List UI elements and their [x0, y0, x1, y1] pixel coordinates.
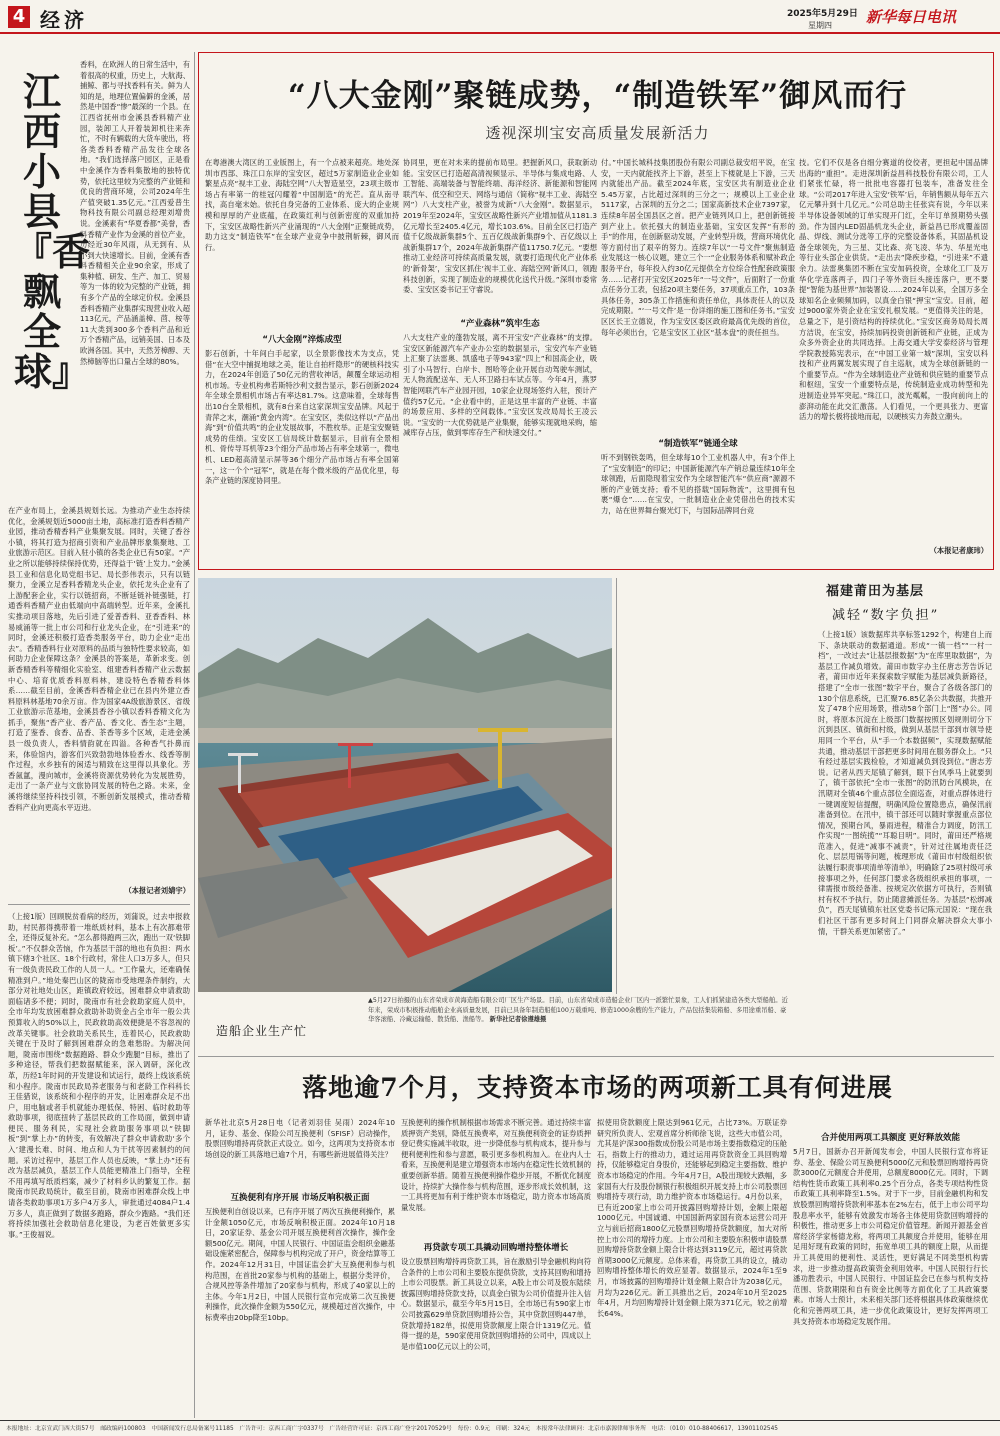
photo-caption — [368, 996, 792, 1025]
bottom-headline: 落地逾7个月，支持资本市场的两项新工具有何进展 — [302, 1073, 893, 1102]
shipyard-photo — [198, 578, 612, 992]
left-column-rule — [194, 52, 195, 1418]
bottom-col2-text: 互换便利的操作机制根据市场需求不断完善。通过持续丰富质押资产类别，降低互换费率，对互换便利资金的证券质押登记费实施减半收取，进一步降低参与机构成本，提升参与便利便利性和参与意愿，吸引更多参机构加入。在业内人士看来，互换便利是建立增强资本市场内在稳定性长效机制的重要创新举措。随着互换便利操作稳步开展，不断优化制度设计，持续扩大操作参与机构范围，逐步形成长效机制，这一工具将更加有利于维护资本市场稳定，助力资本市场高质量发展。 — [401, 1118, 591, 1212]
lead-column-1 — [205, 158, 399, 562]
bottom-col1-subhead: 互换便利有序开展 市场反响积极正面 — [230, 1193, 370, 1203]
bottom-column-1 — [205, 1118, 395, 1418]
left-article-body: 在产业布局上，金溪县规划长远。为推动产业生态持续优化，金溪规划近5000亩土地，高标准打造香料香精产业园，推动香精香料产业集聚发展。同时，关键了香谷小镇，将其打造为招商引资和产业品牌形象集聚地、工业旅游示范区。目前入驻小镇的各类企业已有50家。“产业之所以能够持续保持优势，还得益于‘链’上发力。”金溪县工业和信息化局党组书记、局长彭伟表示，只有以链聚力，金溪立足香料香精龙头企业，依托龙头企业有了上游配套企业，实行以链招商，不断延链补链强链，打通香料香精产业由低端向中高端转型。近年来，金溪扎实推动项目落地，先后引进了爱普香料、亚香香料、林易威涌等一批上市公司和行业龙头企业，在“引进来”的同时，金溪还积极打造香类服务平台，助力企业“走出去”。香精香料行业对原料的品质与独特性要求较高，如何助力企业保障这条？金溪县的答案是，革新求变。创新香精香料等精细化实验室、组建香料香精产业云数据中心、培育优质香料原料林，建设特色香精香料体系……截至目前，金溪香料香精企业已在县内外建立香料原料林基地70余万亩。作为国家4A级旅游景区、省级工业旅游示范基地，金溪县香谷小镇以香料香精文化为抓手，聚焦“香产业、香产品、香文化、香生态”主题，打造了鉴香、食香、品香、茶香等多个区域，走进金溪县一级负责人，香料情韵就在四溢。各种香气扑鼻而来，体验馆内，游客们兴致勃勃地体验香水、线香等制作过程，水乡独有的闲适与精致在这里得以具象化。芳香氤氲，漫向城市，金溪将资源优势转化为发展胜势，走出了一条产业与文旅协同发展的特色之路。未来，金溪将继续坚持科技引领，不断创新发展模式，推动香精香料产业向更高水平迈进。 — [8, 506, 190, 812]
left-divider — [8, 904, 190, 905]
footer-rule — [0, 1420, 1000, 1421]
photo-label: 造船企业生产忙 — [216, 1024, 308, 1038]
footer-imprint: 本报地址：北京宣武门西大街57号 邮政编码100803 中国新闻发行总局备案号11185 广告许可：京西工商广字0337号 广告经营许可证：京西工商广登字20170529号 每份：0.9元 印刷：324元 本报常年法律顾问：北京市嘉源律师事务所 电话：（010）010-88406617，13901102545 — [6, 1426, 778, 1432]
left-article-intro: 香料，在欧洲人的日常生活中，有着很高的权重，历史上，大航海、捕鲸、都与寻找香料有关。鲜为人知的是，地理位置偏僻的金溪，居然是中国香“惨”最深的一个县。在江西省抚州市金溪县香料精产业园，装卸工人开着装卸机往来奔忙，不时有辆载的大货车驶出，将各类香料香精产品发往全球各地。“我们选择落户园区，正是看中金溪作为香料集散地的独特优势，依托这里较为完整的产业链和优良的营商环境，公司2024年生产值突破1.35亿元。”江西爱普生物科技有限公司副总经理刘增贵说。金溪素有“华夏香都”美誉，香料香精产业作为金溪的首位产业，历经近30年风雨，从无到有、从小到大快速增长。目前，金溪有香料香精相关企业90余家，形成了集种植、研发、生产、加工、贸易等为一体的较为完整的产业链，拥有多个产品的全球定价权。金溪县香料香精产业集群实现营业收入超113亿元，产品涵盖樟、茴、桉等11大类到300多个香料产品和近万个香精产品，远销美国、日本及欧洲各国。其中，天然芳樟醇、天然樟脑等出口量占全球的80%。 — [80, 60, 190, 366]
lead-col2b-text: 八大支柱产业的蓬勃发展，离不开宝安“产业森林”的支撑。宝安区新能源汽车产业办公室的数据显示，宝安汽车产业链上汇聚了法雷奥、凯盛电子等943家“四上”和国高企业，吸引了小马智行、白岸卡、图哈等企业开展自动驾驶车测试，无人物流配送车、无人环卫路扫车试点等。今年4月，燕罗智能网联汽车产业园开园，10家企业现场签约入驻，预计产值约57亿元。“企业看中的，正是这里丰富的产业链、丰富的场景应用、多样的空间载体。”宝安区发改局局长王凌云说。“宝安的一大优势就是产业集聚，能够实现就地采购，缩减库存占压，做到零库存生产和快速交付。” — [403, 333, 597, 438]
lead-col2-subhead: “产业森林”筑牢生态 — [460, 319, 540, 329]
bottom-column-3: 拟使用贷款额度上限达到961亿元，占比73%。万联证券研究所负责人、宏观首席分析师徐飞说，这些大市值公司，尤其是沪深300指数成份股公司是市场主要指数稳定的压舱石，指数上行的推动力，通过运用再贷款资金工具回购增持，仅能够稳定自身股价，还能够起到稳定主要指数、维护资本市场稳定的作用。今年4月7日，A股出现较大跌幅，多家国有大行及股份制银行积极组织开展支持上市公司股票回购增持专项行动，助力维护资本市场稳运行。4月份以来，已有近200家上市公司开披露回购增持计划，金额上限超1000亿元。中国诚通、中国国新两家国有资本运营公司开立与前后招商1800亿元股票回购增持贷款额度，加大对所控上市公司的增持力度。上市公司和主要股东积极申请股票回购增持贷款金额上限合计将达到3119亿元，超过再贷款首期3000亿元额度。总体来看，再贷款工具的设立，撬动回购增持整体增长的效应显著。数据显示，2024年1至9月，市场披露的回购增持计划金额上限合计为2038亿元，月均为226亿元。新工具推出之后，2024年10月至2025年4月，月均回购增持计划金额上限为371亿元，较之前增长64%。 — [597, 1118, 787, 1318]
paper-logo: 新华每日电讯 — [866, 8, 957, 26]
photo-caption-credit: 新华社记者徐遵雄摄 — [489, 1016, 547, 1023]
bottom-top-rule — [198, 1056, 994, 1057]
lead-subheadline: 透视深圳宝安高质量发展新活力 — [485, 124, 710, 142]
bottom-col1b-text: 互换便利自创设以来，已有序开展了两次互换便利操作，累计金额1050亿元，市场反响积极正面。2024年10月18日，20家证券、基金公司开展互换便利首次操作，操作金额500亿元。期间，中国人民银行、中国证监会组织金融基础设施紧密配合，保障参与机构完成了开户，资金结算等工作。2024年12月31日，中国证监会扩大互换便利参与机构范围，在首批20家参与机构的基础上，根据分类评价，合规风控等条件增加了20家参与机构，形成了40家以上的主体。今年1月2日，中国人民银行宣布完成第二次互换便利操作，此次操作金额为550亿元，规模超过首次操作，中标费率由20bp降至10bp。 — [205, 1207, 395, 1322]
lead-col1-subhead: “八大金刚”淬炼成型 — [262, 335, 342, 345]
lead-column-2 — [403, 158, 597, 562]
section-title: 经济 — [40, 8, 88, 32]
issue-weekday: 星期四 — [808, 21, 832, 30]
lead-col3-subhead: “制造铁军”链通全球 — [658, 439, 738, 449]
header-rule — [0, 32, 1000, 34]
left-bottom-article-body: （上接1版）回顾脱贫看病的经历，刘蒲说，过去申报救助，村民都得携带着一堆纸质材料，基本上有次都难带全，还得反复补充。“怎么都得跑两三次，跑出一双‘铁脚板’。”不仅群众苦恼，作为基层干部的地也有负担：两水镇下辖3个社区、18个行政村，常住人口3万多人，但只有一级负责民政工作的人员一人。“工作量大，还难确保精准到户。”地处秦巴山区的陇南市受地理条件制约，大部分对社地处山区，距镇政府较远，困难群众申请救助面临诸多不便；同时，陇南市有社会救助家庭人员中，全市年均发放困难群众救助补助资金占全市年一般公共预算收入的50%以上，民政救助高效便捷是不容忽视的改革关键事。社会救助关系民生，连着民心，民政救助关键在于及时了解到困难群众的急难愁盼。为解决问题，陇南市围绕“数据跑路、群众少跑腿”目标，推出了多种途径，帮我们把数据赋能来，深入调研，深化改革，历经1年时间的开发建设和试运行，最终上线该系统和小程序。陇南市民政局养老服务与和老龄工作科科长王佳猎说，该系统和小程序的开发，让困难群众足不出户，用电脑或者手机就能办理低保、特困、临时救助等救助事项，彻底扭转了基层民政的工作局面，做到申请便民、服务利民，实现社会救助服务事项以“铁脚板”到“掌上办”的转变，有效解决了群众申请救助‘多个入’建漫长难、时间、地点和人为干扰等因素制约的问题。采访过程中，基层工作人员也反映，“掌上办”还有改为基层减负，基层工作人员能更精准上门指导，全程不用再填写纸质档案，减少了材料乡认的繁复工作。据陇南市民政局统计，截至目前，陇南市困难群众线上申请各类救助事项1万多户4万多人，审批通过4084户1.4万多人，真正做到了数据多跑路，群众少跑路。“我们还将持续加强社会救助信息化建设，为老百姓做更多实事。”王俊福说。 — [8, 912, 190, 1239]
right-article-body: （上接1版）该数据库共享标签1292个，构建自上而下、条块联动的数据通道。形成“一镇一档”“一村一档”，一改过去“让基层报数据”为“在库里取数据”，为基层工作减负增效。莆田市数字办主任唐志芳告诉记者，莆田市近年来探索数字赋能为基层减负新路径，搭建了“全市一张图”数字平台，聚合了各级各部门的130个信息系统，已汇聚76.85亿条公共数据，共推开发了478个应用场景，推动58个部门上“图”办公。同时，将原本沉淀在上级部门数据按照区划规则切分下沉到县区、镇街和村级，做到从基层干部到市领导使用同一个平台，从“手一个本数据频”，实现数据赋能共通，推动基层干部把更多时间用在服务群众上。“只有经过基层实践检验，才知道减负到没到位。”唐志芳说。记者从西天尾镇了解到，眼下台风季马上就要到了，镇干部依托“全市一张图”的防汛防台风模块，在汛期对全镇46个重点部位全面巡查，对重点群体进行一键调度短信提醒，明确风险位置隐患点，确保汛前准备到位。在汛中，镇干部还可以随时掌握重点部位情况，预期台风，暴雨进程，精准合力调度，防汛工作实现“一图统揽”“耳聪目明”。同时，莆田还严格规范准入，促进“减事不减责”，针对过往属地责任泛化、层层甩锅等问题，梳理形成《莆田市村级组织依法履行职责事项清单等清单》，明确除了25项村级可承接事项之外，任何部门要求各级组织承担的事项，一律需报市级经备准、按规定次依据方可执行，否则镇村有权不予执行，防止随意摊派任务。为基层“松绑减负”，西天尾镇镇东社区党委书记陈元国说：“现在我们社区干部有更多时间上门同群众解决群众大事小情，干群关系更加紧密了。” — [818, 630, 992, 936]
lead-col4-text: 技。它们不仅是各自细分赛道的佼佼者，更担起中国品牌出海的“重担”。走进深圳新益昌科技股份有限公司，工人们紧张忙碌，将一批批电容器打包装车，准备发往全球。“公司2017年进入宝安‘铁军’后，年销售额从每年五六亿元攀升到十几亿元。”公司总助主任张宾有说，今年以来半导体设备领域的订单实现开门红，全年订单预期势头强劲。作为国内LED固晶机龙头企业，新益昌已形成覆盖固晶、焊线、测试分选等工序的完整设备体系，其固晶机设备全球领先，为三星、艾比森、亮飞凌、华为、华星光电等行业头部企业供货。“走出去”降疾步稳，“引进来”不遗余力。法雷奥集团不断在宝安加码投资，全球化工厂及万华化学连落两子，四门子等外资巨头接连落户，更不要提“智能为基世界”加装署设……2024年以来，全国万多全球知名企业频频加码，以真金白银“押宝”宝安。目前，超过9000家外资企业在宝安扎根发展。“更值得关注的是，总量之下，是引资结构的持续优化。”宝安区商务局局长周方洁说，在宝安，持续加码投资创新链和产业链，正成为众多外资企业的共同选择。上海交通大学安泰经济与管理学院教授陈宪表示，在“中国工业第一城”深圳，宝安以科技和产业两翼发展实现了自主巡航，成为全球创新链的一个重要节点。“作为全球制造业产业链和供应链的重要节点和枢纽，宝安一个重要特点是，传统制造业成功转型和先进制造业异军突起。”珠江口，波光粼粼，一股向前向上的澎湃动能在此交汇激荡。人们看见，一个更具张力、更富活力的增长极将拔地而起，以硬核实力奔鼓立潮头。 — [799, 158, 988, 422]
bottom-col2-subhead: 再贷款专项工具撬动回购增持整体增长 — [423, 1243, 569, 1253]
lead-column-3 — [601, 158, 795, 562]
page-number-badge: 4 — [8, 6, 30, 28]
left-article-headline: 江西小县『香飘全球』 — [14, 69, 91, 394]
lead-col2-text: 协同里，更在对未来的提前布局里。把握新风口，获取新动能。宝安区已打造超高清视频显示、半导体与集成电路、人工智能、高端装备与智能终端、海洋经济、新能源和智能网联汽车、低空和空天、网络与通信（简称“视丰工业、海陆空网”）八大支柱产业，被誉为成新“八大金刚”。数据显示，2019年至2024年，宝安区战略性新兴产业增加值从1181.3亿元增长至2405.4亿元，增长103.6%。目前全区已打造产值千亿级战新集群5个、五百亿级战新集群9个、百亿级以上战新集群17个，2024年战新集群产值11750.7亿元。“要想推动工业经济可持续高质量发展，就要打造现代化产业体系的‘新骨架’，宝安区抓住‘视丰工业、海陆空网’新风口，领跑科技创新，实现了制造业的规模优化送代升级。”深圳市委常委、宝安区委书记王守睿说。 — [403, 158, 597, 295]
left-article-credit: （本报记者刘婧宇） — [124, 886, 190, 895]
bottom-column-4 — [793, 1118, 988, 1418]
bottom-col4-text: 5月7日，国新办召开新闻发布会，中国人民银行宣布将证券、基金、保险公司互换便利5000亿元和股票回购增持再贷款3000亿元额度合并使用，总额度8000亿元。同时，下调结构性货币政策工具利率0.25个百分点，各类专项结构性货币政策工具利率降至1.5%。对于下一步，目前金融机构和发放股票回购增持贷款利率基本在2%左右，低于上市公司平均股息率水平，能够有效激发市场各主体使用贷款回购增持的积极性，推动更多上市公司稳定价值管理。新闻开源基金首席经济学家杨德龙称，将两项工具额度合并使用，能够在用足用好现有政策的同时，拓宽单项工具的额度上限，从而提升工具使用的便利性、灵活性，更好满足不同类型机构需求，进一步推动提高政策资金利用效率。中国人民银行行长潘功胜表示，中国人民银行、中国证监会已在参与机构支持范围、贷款期限和自有资金比例等方面优化了工具政策要素。市场人士预计，未来相关部门还将根据具体政策继续优化和完善两项工具，进一步优化政策设计，更好发挥两项工具支持资本市场稳定发展作用。 — [793, 1147, 988, 1326]
issue-date: 2025年5月29日 — [787, 9, 858, 19]
photo-column-rule — [616, 578, 617, 994]
lead-col4-credit: （本报记者康玮） — [929, 546, 988, 555]
right-article-headline-line1: 福建莆田为基层 — [826, 584, 925, 599]
photo-caption-text: ▲5月27日拍摄的山东省荣成市黄海造船有限公司厂区生产场景。目前，山东省荣成市造船企业厂区内一派繁忙景象，工人们抓紧建造各类大型船舶。近年来，荣成市积极推动船舶企业高质量发展，目前已具备年制造船舶100万载重吨、修造1000余艘的生产能力，产品包括集装箱船、多用途重吊船、豪华客滚船、冷藏运输船、散货船、渔船等。 — [368, 997, 788, 1023]
bottom-col2b-text: 设立股票回购增持再贷款工具，旨在激励引导金融机构向符合条件的上市公司和主要股东提供贷款，支持其回购和增持上市公司股票。新工具设立以来，A股上市公司及股东陆续披露回购增持贷款支持，以真金白银为公司价值提升注入信心。数据显示，截至今年5月15日，全市场已有590家上市公司披露629单贷款回购增持公告，其中贷款回购447单，贷款增持182单，拟使用贷款额度上限合计1319亿元。值得一提的是，590家使用贷款回购增持的公司中，四成以上是市值100亿元以上的公司， — [401, 1257, 591, 1351]
lead-column-4 — [799, 158, 988, 562]
lead-col3b-text: 听不到钢铁轰鸣，但全球每10个工业机器人中，有3个伴上了“宝安制造”的印记；中国新能源汽车产销总量连续10年全球领跑，后面隐现着宝安作为全球智能汽车“供应商”源源不断的产业链支持；看不见的搭载“国际物流”，这里拥有包裹“爆仓”……在宝安，一批制造业企业凭借出色的技术实力，站在世界舞台聚光灯下，与国际品牌同台竞 — [601, 453, 795, 515]
bottom-col4-subhead: 合并使用两项工具额度 更好释放效能 — [821, 1133, 960, 1143]
lead-headline: “八大金刚”聚链成势，“制造铁军”御风而行 — [287, 78, 908, 114]
lead-col1-text: 在粤港澳大湾区的工业版图上，有一个点被来超亮。地处深圳市西部、珠江口东岸的宝安区，超过5万家制造业企业如繁星点亮“视丰工业、海陆空网”八大智造星空，23项主级市场占有率第一的桂冠闪耀着“中国制造”的光芒。直从南寻找，高自毫末始。依托自身完备的工业体系、庞大的企业规模和厚厚的产业底蕴，在政策红利与创新密度的双重加持下，宝安区战略性新兴产业涌现的“八大金刚”正聚链成势，助力这支“制造铁军”在全球产业竞争中披荆斩棘，御风而行。 — [205, 158, 399, 252]
right-article-headline-line2: 减轻“数字负担” — [832, 608, 940, 623]
lead-col1b-text: 影石创新，十年间白手起家，以全景影像技术为支点，凭借“在大空中捕捉地球之美，能让自拍杆隐形”的硬核科技实力，在2024年创造了50亿元的营收神话，颠覆全球运动相机市场。专业机构弗若斯特沙利文报告显示，影石创新2024年全球全景相机市场占有率达81.7%。这意味着，全球每售出10台全景相机，就有8台来自这家深圳宝安品牌。风起于青萍之末，潮涌“黄金内湾”。在宝安区，类似这样以“产品出海”到“价值共鸣”的企业发展故事，不胜枚举。正是宝安聚链成势的佳绩。宝安区工信局统计数据显示，目前有全景相机、骨传导耳机等23个细分产品市场占有率全球第一，微电机、LED超高清显示屏等36个细分产品市场占有率全国第一，这一个个“冠军”，就是在每个微米级的产品优化里，每条产业链的深度协同里。 — [205, 349, 399, 486]
lead-col3-text: 付。”中国长城科技集团股份有限公司副总裁安绍平说，在宝安，一天内就能找齐上下游，甚至上下楼就是上下游，三天内就能出产品。截至2024年底，宝安区共有制造业企业5.45万家，占比超过深圳的三分之一；规模以上工业企业5117家，占深圳的五分之二；国家高新技术企业7397家，连续8年居全国县区之首。把产业链列风口上，把创新链接到产业上。依托强大的制造业基础，宝安区发挥“有形的手”的作用，在创新驱动发展，产业转型升级，营商环境优化等方面付出了艰辛的努力。连续7年以“一号文件”聚焦制造业发展这一核心议题，建立三个一“企业服务体系和赋补政企服务平台，每年投入约30亿元提供全方位综合性配套政策服务……记者打开宝安区2025年“一号文件”，后面附了一份重点任务分工表，包括20项主要任务，37项重点工作，103条具体任务，305条工作措施和责任单位，具体责任人的以及完成期限。“‘一号文件’是一份详细的施工图和任务书。”宝安区区长王立德说，作为宝安区委区政府最高优先级的首位，每年必须出台，它是宝安区工业区“基本盘”的责任担当。 — [601, 158, 795, 337]
bottom-column-2 — [401, 1118, 591, 1418]
bottom-col1-text: 新华社北京5月28日电（记者刘羽佳 吴雨）2024年10月，证券、基金、保险公司互换便利（SFISF）启动操作，股票回购增持再贷款正式设立。如今，这两项为支持资本市场创设的新工具落地已逾7个月，有哪些新进展值得关注？ — [205, 1118, 395, 1159]
